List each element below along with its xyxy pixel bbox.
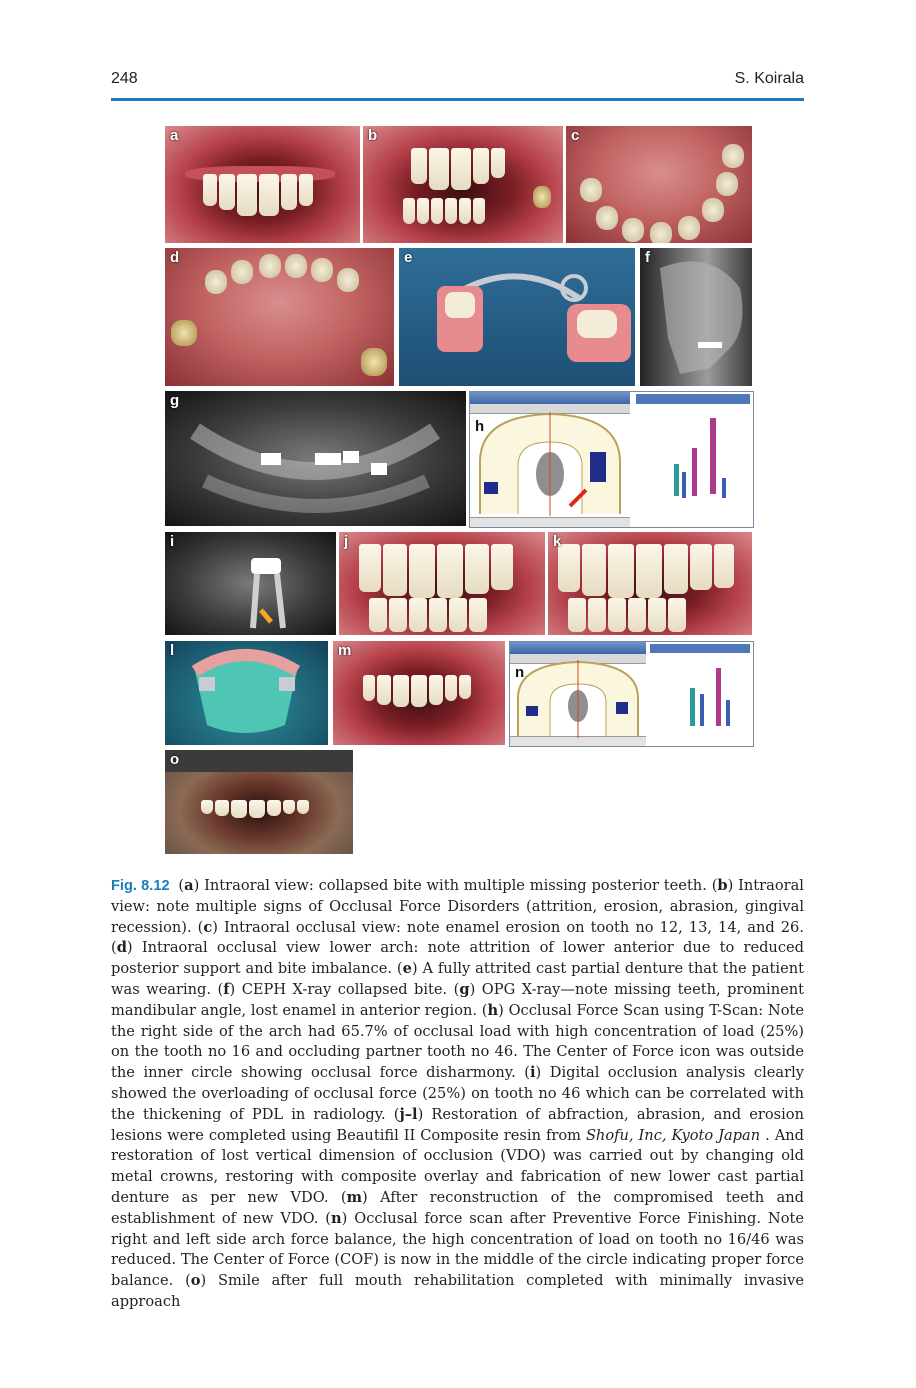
panel-j-photo [339,532,545,635]
caption-part: Intraoral occlusal view: note enamel erosion on tooth no 12, 13, 14, and 26. [223,918,804,936]
ceph-skull-image [640,248,752,386]
caption-part: After reconstruction of the compromised teeth and establishment of new VDO. [111,1188,804,1227]
part-label: n [331,1209,342,1227]
panel-label: g [170,392,180,409]
caption-part: Occlusal force scan after Preventive Force Finishing. Note right and left side arch force balance, the high concentration of load on tooth no 16/46 was reduced. The Center of Force (COF) is now in the middle of the circle indicating proper force balance. [111,1209,804,1290]
manufacturer-name: Shofu, Inc, Kyoto Japan [585,1126,761,1144]
part-label: f [223,980,230,998]
denture-image [399,248,635,386]
caption-part: OPG X-ray—note missing teeth, prominent mandibular angle, lost enamel in anterior region. [111,980,804,1019]
header-rule [111,98,804,101]
panel-label: e [404,249,413,266]
caption-part: Intraoral occlusal view lower arch: note attrition of lower anterior due to reduced posterior support and bite imbalance. [111,939,804,978]
panel-label: d [170,249,180,266]
part-label: c [203,918,213,936]
panel-label: a [170,127,179,144]
part-label: g [459,980,470,998]
part-label: d [116,939,127,957]
panel-label: h [475,418,485,435]
panel-label: k [553,533,562,550]
panel-label: f [645,249,650,266]
panel-m-photo [333,641,505,745]
cast-model-image [165,641,328,745]
caption-part: Smile after full mouth rehabilitation completed with minimally invasive approach [111,1272,804,1310]
force-scan-image [470,392,753,527]
panel-g-xray [165,391,466,526]
figure-label: Fig. 8.12 [111,878,170,894]
caption-part: Digital occlusion analysis clearly showed the overloading of occlusal force (25%) on tooth no 46 which can be correlated with the thickening of PDL in radiology. [111,1064,804,1123]
force-scan-after-image [510,642,753,746]
panel-f-xray [640,248,752,386]
part-label: i [529,1064,536,1082]
figure-caption: Fig. 8.12 (a) Intraoral view: collapsed bite with multiple missing posterior teeth. (b) Intraoral view: note multiple signs of Occlusal Force Disorders (attrition, erosion, abrasion, gingival recession). (c) Intraoral occlusal view: note enamel erosion on tooth no 12, 13, 14, and 26. (d) Intraoral occlusal view lower arch: note attrition of lower anterior due to reduced posterior support and bite imbalance. (e) A fully attrited cast partial denture that the patient was wearing. (f) CEPH X-ray collapsed bite. (g) OPG X-ray—note missing teeth, prominent mandibular angle, lost enamel in anterior region. (h) Occlusal Force Scan using T-Scan: Note the right side of the arch had 65.7% of occlusal load with high concentration of load (25%) on the tooth no 16 and occluding partner tooth no 46. The Center of Force icon was outside the inner circle showing occlusal force disharmony. (i) Digital occlusion analysis clearly showed the overloading of occlusal force (25%) on tooth no 46 which can be correlated with the thickening of PDL in radiology. (j–l) Restoration of abfraction, abrasion, and erosion lesions were completed using Beautifil II Composite resin from Shofu, Inc, Kyoto Japan . And restoration of lost vertical dimension of occlusion (VDO) was carried out by changing old metal crowns, restoring with composite overlay and fabrication of new lower cast partial denture as per new VDO. (m) After reconstruction of the compromised teeth and establishment of new VDO. (n) Occlusal force scan after Preventive Force Finishing. Note right and left side arch force balance, the high concentration of load on tooth no 16/46 was reduced. The Center of Force (COF) is now in the middle of the circle indicating proper force balance. (o) Smile after full mouth rehabilitation completed with minimally invasive approach [111,877,805,1310]
panel-o-photo [165,750,353,854]
part-label: j–l [399,1105,418,1123]
running-head: S. Koirala [734,70,804,87]
panel-label: m [338,642,352,659]
panel-d-photo [165,248,394,386]
panel-h-scan [469,391,754,528]
periapical-image [165,532,336,635]
panel-a-photo [165,126,360,243]
caption-part: CEPH X-ray collapsed bite. [241,980,448,998]
panel-b-photo [363,126,563,243]
caption-part: A fully attrited cast partial denture that the patient was wearing. [111,960,804,998]
panel-label: j [344,533,349,550]
panel-label: o [170,751,180,768]
panel-label: l [170,642,175,659]
panel-label: i [170,533,175,550]
part-label: o [190,1272,201,1290]
part-label: h [487,1001,499,1019]
panel-e-photo [399,248,635,386]
caption-part: Restoration of abfraction, abrasion, and erosion lesions were completed using Beautifil II Composite resin from [111,1105,804,1144]
part-label: a [184,877,194,894]
part-label: m [346,1188,363,1206]
part-label: e [402,960,412,978]
caption-part: Intraoral view: collapsed bite with multiple missing posterior teeth. [204,877,707,894]
panel-k-photo [548,532,752,635]
caption-part: Occlusal Force Scan using T-Scan: Note the right side of the arch had 65.7% of occlusal load with high concentration of load (25%) on the tooth no 16 and occluding partner tooth no 46. The Center of Force icon was outside the inner circle showing occlusal force disharmony. [111,1001,804,1082]
panel-c-photo [566,126,752,243]
panel-l-photo [165,641,328,745]
caption-part: Intraoral view: note multiple signs of Occlusal Force Disorders (attrition, erosion, abrasion, gingival recession). [111,877,804,936]
panel-label: c [571,127,580,144]
opg-image [165,391,466,526]
part-label: b [717,877,728,894]
page-number: 248 [111,70,138,87]
panel-n-scan [509,641,754,747]
panel-label: b [368,127,378,144]
caption-part: . And restoration of lost vertical dimension of occlusion (VDO) was carried out by changing old metal crowns, restoring with composite overlay and fabrication of new lower cast partial denture as per new VDO. [111,1126,805,1206]
panel-i-xray [165,532,336,635]
page-header [111,70,804,94]
panel-label: n [515,664,525,681]
